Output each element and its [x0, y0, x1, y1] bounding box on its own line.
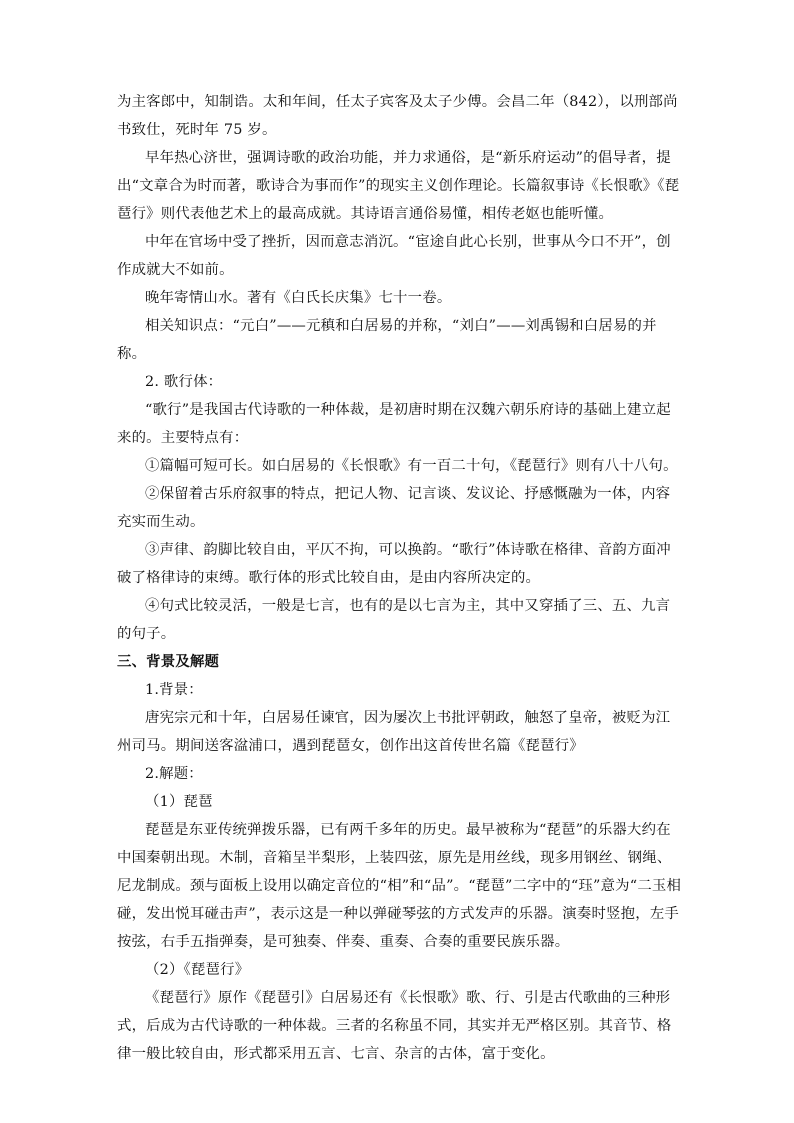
subheading-pipa: （1）琵琶 [145, 794, 213, 810]
paragraph-middle-years: 中年在官场中受了挫折，因而意志消沉。“宦途自此心长别，世事从今口不开”，创作成就大不如前。 [117, 234, 671, 278]
paragraph-pipa-description: 琵琶是东亚传统弹拨乐器，已有两千多年的历史。最早被称为“琵琶”的乐器大约在中国秦朝出现。木制，音箱呈半梨形，上装四弦，原先是用丝线，现多用钢丝、钢绳、尼龙制成。颈与面板上设用以确定音位的“相”和“品”。“琵琶”二字中的“珏”意为“二玉相碰，发出悦耳碰击声”，表示这是一种以弹碰琴弦的方式发声的乐器。演奏时竖抱，左手按弦，右手五指弹奏，是可独奏、伴奏、重奏、合奏的重要民族乐器。 [117, 822, 682, 950]
paragraph-gexingti-definition: “歌行”是我国古代诗歌的一种体裁，是初唐时期在汉魏六朝乐府诗的基础上建立起来的。主要特点有： [117, 402, 671, 446]
document-body [117, 88, 683, 1068]
list-item-feature-2: ②保留着古乐府叙事的特点，把记人物、记言谈、发议论、抒感慨融为一体，内容充实而生动。 [117, 486, 671, 530]
list-item-feature-3: ③声律、韵脚比较自由，平仄不拘，可以换韵。“歌行”体诗歌在格律、音韵方面冲破了格律诗的束缚。歌行体的形式比较自由，是由内容所决定的。 [117, 542, 671, 586]
paragraph-related-knowledge: 相关知识点：“元白”——元稹和白居易的并称，“刘白”——刘禹锡和白居易的并称。 [117, 318, 657, 362]
subheading-pipa-xing: （2）《琵琶行》 [145, 962, 250, 978]
paragraph-background: 唐宪宗元和十年，白居易任谏官，因为屡次上书批评朝政，触怒了皇帝，被贬为江州司马。期间送客湓浦口，遇到琵琶女，创作出这首传世名篇《琵琶行》 [117, 710, 671, 754]
paragraph-pipa-xing-description: 《琵琶行》原作《琵琶引》白居易还有《长恨歌》歌、行、引是古代歌曲的三种形式，后成为古代诗歌的一种体裁。三者的名称虽不同，其实并无严格区别。其音节、格律一般比较自由，形式都采用五言、七言、杂言的古体，富于变化。 [117, 990, 672, 1062]
section-heading-gexingti: 2. 歌行体： [145, 374, 223, 390]
paragraph-early-years: 早年热心济世，强调诗歌的政治功能，并力求通俗，是“新乐府运动”的倡导者，提出“文章合为时而著，歌诗合为事而作”的现实主义创作理论。长篇叙事诗《长恨歌》《琵琶行》则代表他艺术上的最高成就。其诗语言通俗易懂，相传老妪也能听懂。 [117, 150, 680, 222]
list-item-feature-1: ①篇幅可短可长。如白居易的《长恨歌》有一百二十句，《琵琶行》则有八十八句。 [145, 458, 678, 474]
list-item-feature-4: ④句式比较灵活，一般是七言，也有的是以七言为主，其中又穿插了三、五、九言的句子。 [117, 598, 671, 642]
subheading-background: 1.背景： [145, 682, 203, 698]
paragraph-career-end: 为主客郎中，知制诰。太和年间，任太子宾客及太子少傅。会昌二年（842），以刑部尚书致仕，死时年 75 岁。 [117, 94, 678, 138]
section-heading-background: 三、背景及解题 [117, 653, 220, 670]
subheading-title-explanation: 2.解题： [145, 766, 203, 782]
paragraph-late-years: 晚年寄情山水。著有《白氏长庆集》七十一卷。 [145, 290, 452, 306]
